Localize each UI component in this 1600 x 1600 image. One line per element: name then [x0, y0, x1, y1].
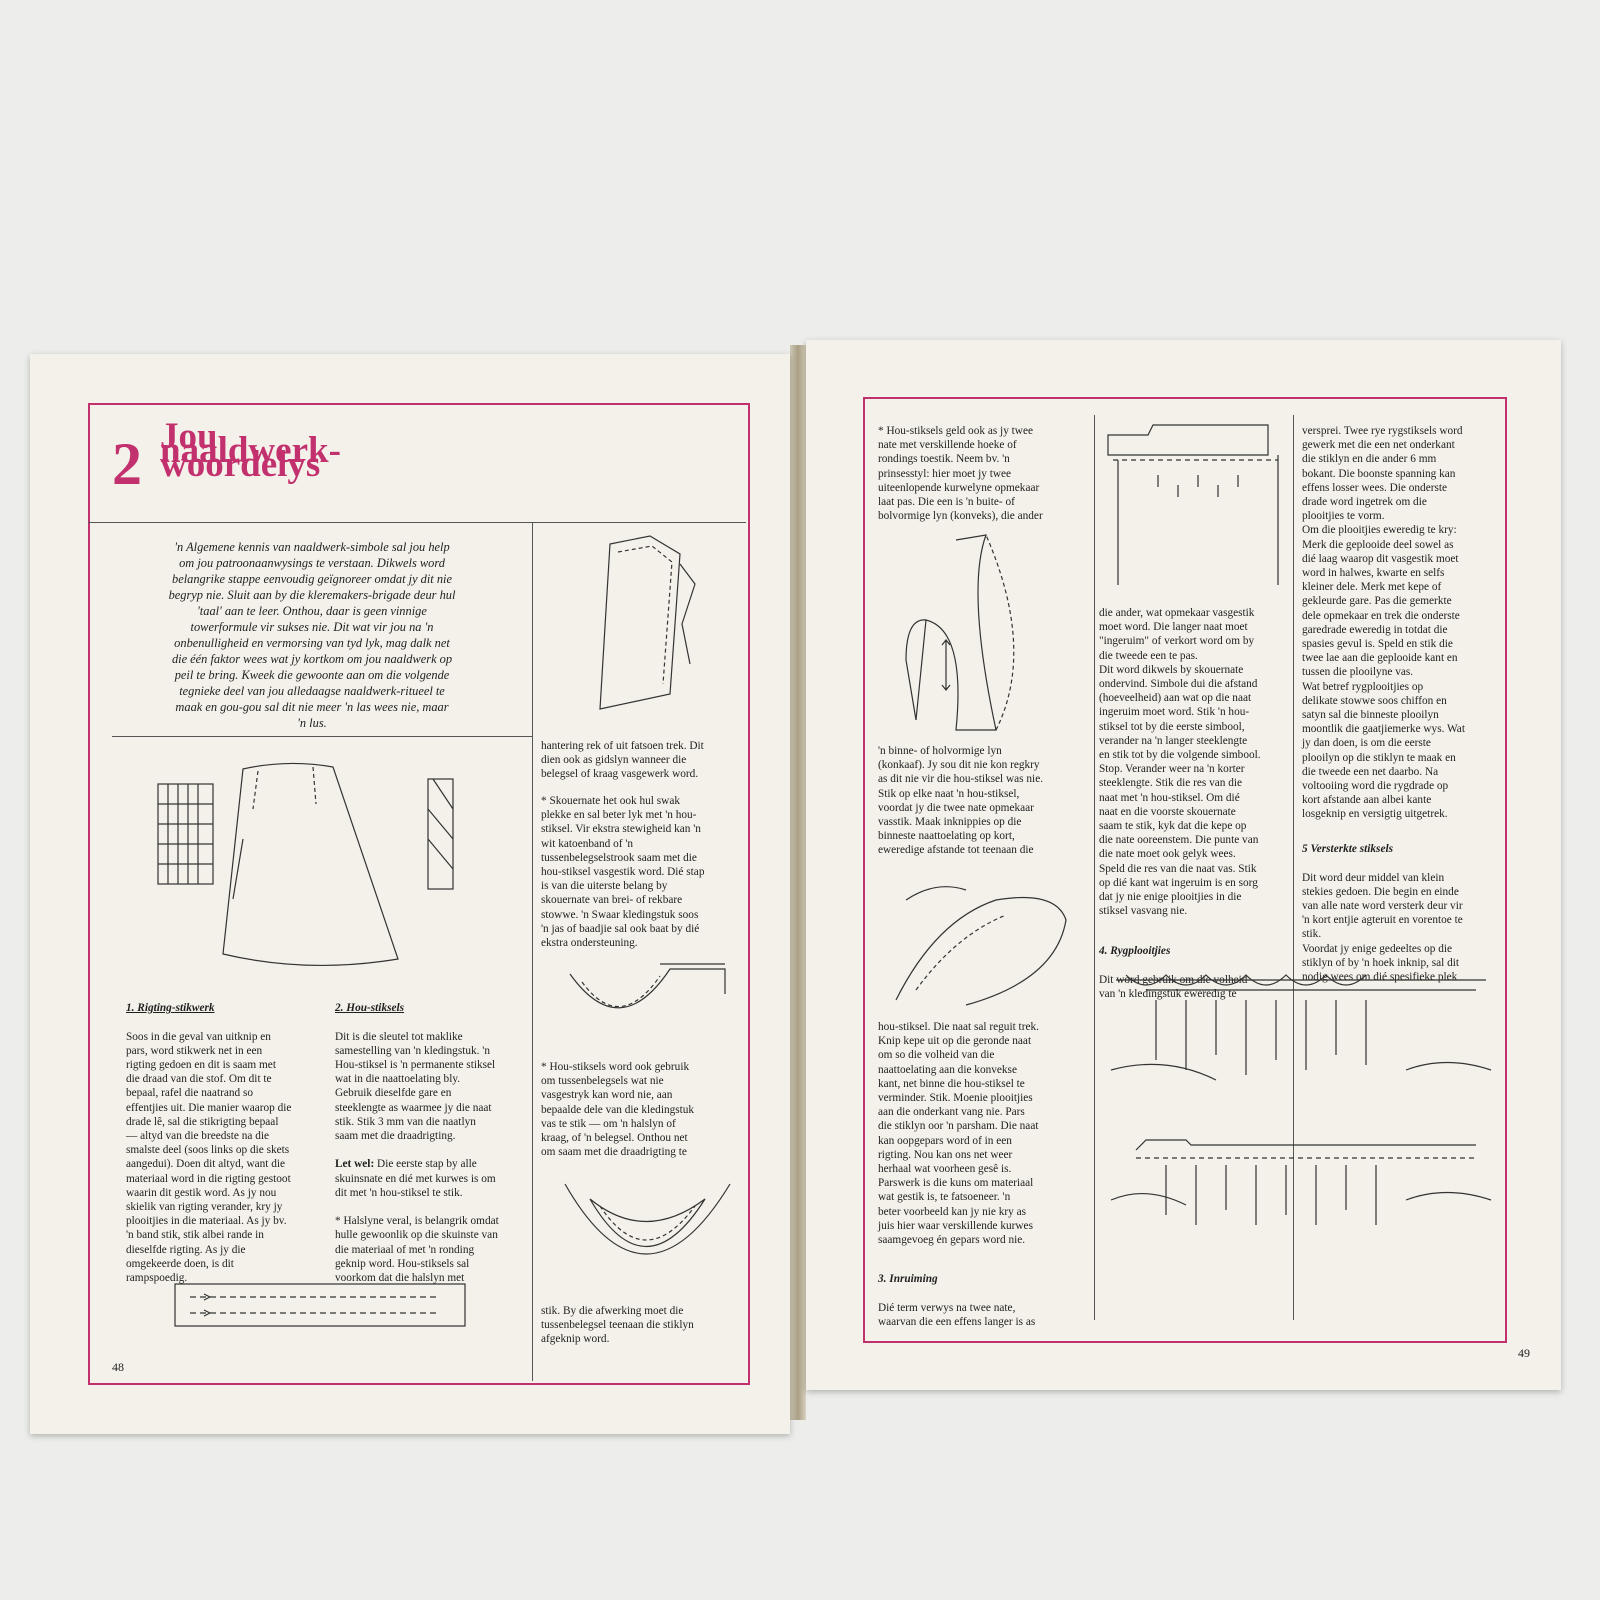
section-1-heading: 1. Rigting-stikwerk: [126, 1002, 215, 1015]
col3-d: stik. By die afwerking moet die tussenbelegsel teenaan die stiklyn afgeknip word.: [541, 1305, 694, 1346]
left-page: [30, 354, 790, 1434]
col3-b: * Skouernate het ook hul swak plekke en sal beter lyk met 'n hou- stiksel. Vir ekstra stewigheid kan 'n wit katoenband of 'n tussenbelegselstrook saam met die hou-stiksel vasgestik word. Dié stap is van die uiterste belang by skouernate van brei- of rekbare stowwe. 'n Swaar kledingstuk soos 'n jas of baadjie sal ook baat by dié ekstra ondersteuning.: [541, 795, 705, 950]
section-3-heading: 3. Inruiming: [878, 1273, 938, 1286]
title-rule: [88, 522, 746, 523]
neckline-illustration: [560, 954, 735, 1054]
section-5-heading: 5 Versterkte stiksels: [1302, 843, 1394, 856]
section-4-heading: 4. Rygplooitjies: [1099, 945, 1171, 958]
chapter-title-text: Jou naaldwerk-woordelys: [160, 416, 341, 486]
skirt-pattern-illustration: [148, 749, 458, 979]
section-2-heading: 2. Hou-stiksels: [335, 1002, 405, 1015]
magazine-spread: [30, 340, 1585, 1430]
facing-illustration: [555, 1164, 740, 1284]
section-4-body: Dit word gebruik om die volheid van 'n kledingstuk eweredig te: [1099, 973, 1248, 1000]
intro-rule: [112, 736, 532, 737]
gathering-illustration: [1106, 960, 1496, 1290]
col3-a: hantering rek of uit fatsoen trek. Dit dien ook as gidslyn wanneer die belegsel of kraag vasgewerk word.: [541, 740, 704, 781]
section-3: [878, 1258, 1088, 1329]
column-divider: [532, 522, 533, 1381]
let-wel-label: Let wel:: [335, 1158, 375, 1171]
chapter-number: 2: [112, 431, 142, 497]
col3-c: * Hou-stiksels word ook gebruik om tussenbelegsels wat nie vasgestryk kan word nie, aan bepaalde dele van die kledingstuk vas te stik — om 'n halslyn of kraag, of 'n belegsel. Onthou net om saam met die draadrigting te: [541, 1061, 695, 1159]
right-col2-a: die ander, wat opmekaar vasgestik moet word. Die langer naat moet "ingeruim" of verkort word om by die tweede een te pas. Dit word dikwels by skouernate ondervind. Simbole dui die afstand (hoeveelheid) aan wat op die naat ingeruim moet word. Stik 'n hou- stiksel tot by die eerste simbool, verander na 'n langer steeklengte en stik tot by die volgende simbool. Stop. Verander weer na 'n korter steeklengte. Stik die res van die naat met 'n hou-stiksel. Om dié naat en die voorste skouernate saam te stik, kyk dat die kepe op die nate ooreenstem. Die punte van die nate moet ook gelyk wees. Speld die res van die naat vas. Stik op dié kant wat ingeruim is en sorg dat jy nie enige plooitjies in die stiksel vasvang nie.: [1099, 607, 1261, 918]
page-number-right: 49: [1518, 1346, 1530, 1360]
right-page: [806, 340, 1561, 1390]
let-wel-body: Die eerste stap by alle skuinsnate en dié met kurwes is om dit met 'n hou-stiksel te stik.: [335, 1158, 496, 1199]
right-col1-a: * Hou-stiksels geld ook as jy twee nate met verskillende hoeke of rondings toestik. Neem bv. 'n prinsesstyl: hier moet jy twee uiteenlopende kurwelyne opmekaar laat pas. Die een is 'n buite- of bolvormige lyn (konveks), die ander: [878, 425, 1043, 523]
section-1: [126, 987, 316, 1285]
section-2-body: Dit is die sleutel tot maklike samestelling van 'n kledingstuk. 'n Hou-stiksel is 'n permanente stiksel wat in die naattoelating bly. Gebruik dieselfde gare en steeklengte as waarmee jy die naat stik. Stik 3 mm van die naatlyn saam met die draadrigting.: [335, 1030, 496, 1143]
right-col3-a: versprei. Twee rye rygstiksels word gewerk met die een net onderkant die stiklyn en die ander 6 mm bokant. Die boonste spanning kan effens losser wees. Die onderste drade word ingetrek om die plooitjies te vorm. Om die plooitjies eweredig te kry: Merk die geplooide deel sowel as dié laag waarop dit vasgestik moet word in halwes, kwarte en selfs kleiner dele. Merk met kepe of gekleurde gare. Pas die gemerkte dele opmekaar en trek die onderste garedrade eweredig in totdat die spasies gevul is. Speld en stik die twee lae aan die geplooide kant en tussen die plooilyne vas. Wat betref rygplooitjies op delikate stowwe soos chiffon en satyn sal die binneste plooilyn moontlik die gaatjiemerke wys. Wat jy dan doen, is om die eerste plooilyn op die stiklyn te maak en die tweede een net daarbo. Na voltooiing word die rygdrade op kort afstande aan albei kante losgeknip en versigtig uitgetrek.: [1302, 425, 1465, 821]
princess-seam-illustration: [886, 530, 1086, 740]
curved-seam-illustration: [876, 860, 1086, 1010]
chapter-title: [112, 416, 341, 499]
right-column-divider-1: [1094, 415, 1095, 1320]
right-col1-c: hou-stiksel. Die naat sal reguit trek. Knip kepe uit op die geronde naat om so die volheid van die naattoelating aan die konvekse kant, net binne die hou-stiksel te verminder. Stik. Moenie plooitjies aan die onderkant vang nie. Pars die stiklyn oor 'n parsham. Die naat kan oopgepars word of in een rigting. Nou kan ons net weer herhaal wat voorheen gesê is. Parswerk is die kuns om materiaal wat gestik is, te fatsoeneer. 'n beter voorbeeld kan jy nie kry as juis hier waar verskillende kurwes saamgevoeg én gepars word nie.: [878, 1021, 1039, 1247]
right-col1-b: 'n binne- of holvormige lyn (konkaaf). Jy sou dit nie kon regkry as dit nie vir die hou-stiksel was nie. Stik op elke naat 'n hou-stiksel, voordat jy die twee nate opmekaar vasstik. Maak inknippies op die binneste naattoelating op kort, eweredige afstande tot teenaan die: [878, 745, 1044, 857]
halslyne-paragraph: * Halslyne veral, is belangrik omdat hulle gewoonlik op die skuinste van die materiaal of met 'n ronding geknip word. Hou-stiksels sal voorkom dat die halslyn met: [335, 1215, 499, 1285]
spine-gutter: [790, 345, 806, 1420]
section-1-body: Soos in die geval van uitknip en pars, word stikwerk net in een rigting gedoen en dit is saam met die draad van die stof. Om dit te bepaal, rafel die naatrand so effentjies uit. Die manier waarop die drade lê, sal die stikrigting bepaal — altyd van die breedste na die smalste deel (soos links op die skets aangedui). Doen dit altyd, want die materiaal word in die rigting gestoot waarin dit gestik word. As jy nou skielik van rigting verander, kry jy plooitjies in die materiaal. As jy bv. 'n band stik, stik albei rande in dieselfde rigting. As jy die omgekeerde doen, is dit rampspoedig.: [126, 1030, 292, 1285]
section-2: [335, 987, 525, 1285]
bodice-pattern-illustration: [570, 524, 720, 724]
section-5-body: Dit word deur middel van klein stekies gedoen. Die begin en einde van alle nate word versterk deur vir 'n kort entjie agteruit en vorentoe te stik. Voordat jy enige gedeeltes op die stiklyn of by 'n hoek inknip, sal dit nodig wees om dié spesifieke plek: [1302, 871, 1463, 984]
section-3-body: Dié term verwys na twee nate, waarvan die een effens langer is as: [878, 1301, 1036, 1328]
page-number-left: 48: [112, 1360, 124, 1374]
easing-illustration: [1098, 415, 1290, 595]
band-stitch-illustration: [170, 1279, 480, 1331]
intro-paragraph: 'n Algemene kennis van naaldwerk-simbole sal jou help om jou patroonaanwysings te verstaan. Dikwels word belangrike stappe eenvoudig geïgnoreer omdat jy dit nie begryp nie. Sluit aan by die kleremakers-brigade deur hul 'taal' aan te leer. Onthou, daar is geen vinnige towerformule vir sukses nie. Dit wat vir jou na 'n onbenulligheid en vermorsing van tyd lyk, mag dalk net die één faktor wees wat jy kortkom om jou naaldwerk op peil te bring. Kweek die gewoonte aan om die volgende tegnieke deel van jou alledaagse naaldwerk-ritueel te maak en gou-gou sal dit nie meer 'n las wees nie, maar 'n lus.: [168, 540, 456, 730]
